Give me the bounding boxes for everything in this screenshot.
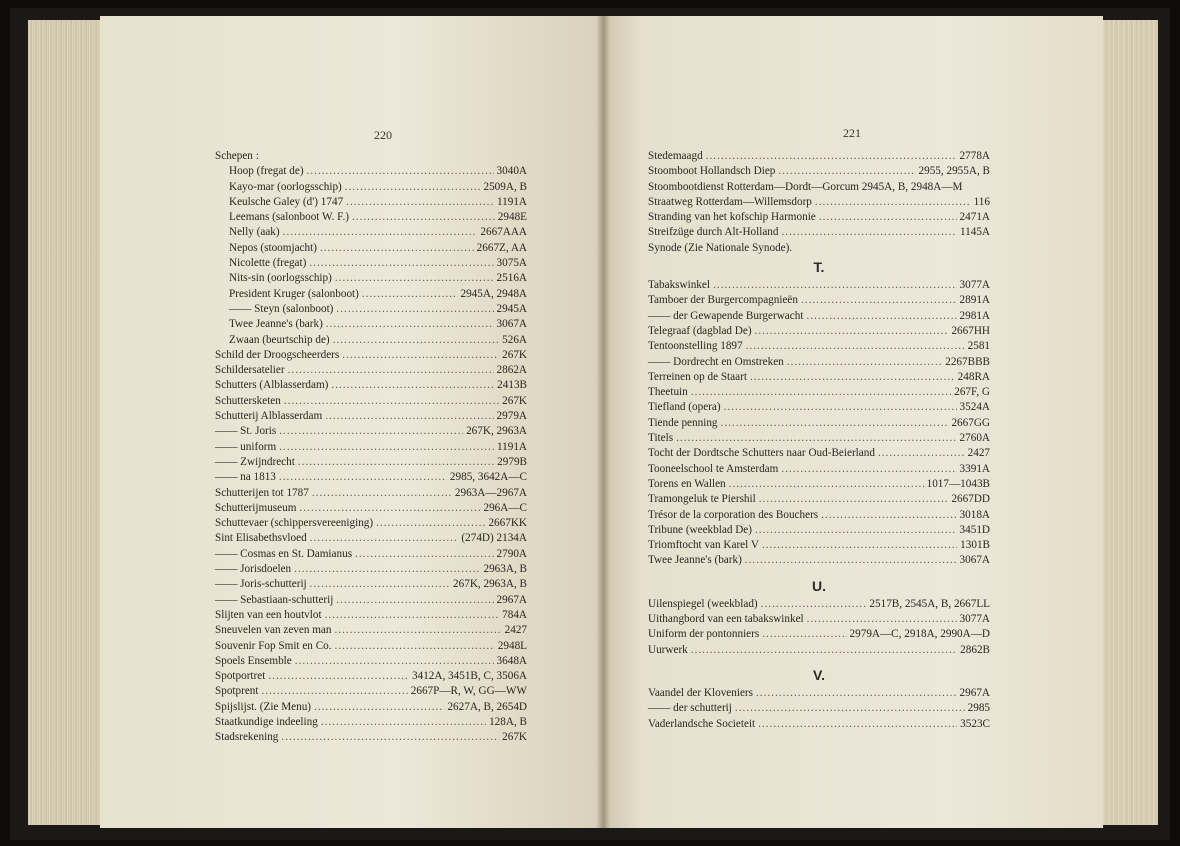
dot-leader <box>335 623 502 638</box>
dot-leader <box>762 627 846 642</box>
index-entry <box>648 446 990 461</box>
entry-term: Nits-sin (oorlogsschip) <box>229 272 332 285</box>
index-entry <box>215 195 527 210</box>
page-edges-right <box>1100 20 1158 825</box>
entry-reference: 2985, 3642A—C <box>449 471 527 484</box>
dot-leader <box>691 385 951 400</box>
entry-reference: 267K <box>502 731 527 744</box>
dot-leader <box>336 302 493 317</box>
index-entry <box>215 333 527 348</box>
index-entry <box>648 431 990 446</box>
dot-leader <box>335 639 495 654</box>
schepen-list <box>215 164 527 348</box>
dot-leader <box>755 523 957 538</box>
entry-reference: 3075A <box>496 257 527 270</box>
index-entry <box>215 715 527 730</box>
entry-reference: 2963A—2967A <box>454 486 527 499</box>
entry-term: Torens en Wallen <box>648 477 726 490</box>
dot-leader <box>352 210 495 225</box>
dot-leader <box>762 538 957 553</box>
index-entry <box>215 440 527 455</box>
entry-term: Tamboer der Burgercompagnieën <box>648 294 798 307</box>
entry-reference: 2790A <box>496 547 527 560</box>
entry-term: Schuttevaer (schippersvereeniging) <box>215 517 374 530</box>
dot-leader <box>320 241 474 256</box>
entry-reference: 3391A <box>959 462 990 475</box>
entry-reference: 1145A <box>959 226 990 239</box>
dot-leader <box>342 348 499 363</box>
entry-reference: 2985 <box>967 702 990 715</box>
entry-term: Tooneelschool te Amsterdam <box>648 462 779 475</box>
index-entry <box>648 492 990 507</box>
entry-reference: 267K, 2963A, B <box>453 578 527 591</box>
entry-term: Schutterijmuseum <box>215 501 297 514</box>
index-entry <box>215 700 527 715</box>
dot-leader <box>819 210 957 225</box>
entry-term: Streifzüge durch Alt-Holland <box>648 226 779 239</box>
entry-reference: 2667AAA <box>480 226 527 239</box>
entry-reference: 3412A, 3451B, C, 3506A <box>412 670 527 683</box>
index-entry <box>648 477 990 492</box>
index-entry <box>215 302 527 317</box>
entry-reference: 2979A—C, 2918A, 2990A—D <box>849 628 990 641</box>
entry-reference: 2945A, 2948A <box>460 287 527 300</box>
index-entry <box>648 195 990 210</box>
index-entry <box>648 180 990 195</box>
entry-term: Sneuvelen van zeven man <box>215 624 332 637</box>
index-entry <box>215 317 527 332</box>
index-entry <box>648 278 990 293</box>
entry-reference: 2862A <box>496 364 527 377</box>
entry-reference: 784A <box>502 608 527 621</box>
index-entry <box>215 409 527 424</box>
dot-leader <box>691 643 957 658</box>
index-entry <box>648 225 990 240</box>
entry-term: Schutterij Alblasserdam <box>215 410 323 423</box>
s-entries-list <box>648 149 990 256</box>
entry-reference: 1191A <box>496 440 527 453</box>
entry-term: Spoels Ensemble <box>215 654 292 667</box>
index-entry <box>215 164 527 179</box>
entry-reference: 1017—1043B <box>926 477 990 490</box>
dot-leader <box>729 477 924 492</box>
index-entry <box>648 324 990 339</box>
index-entry <box>215 516 527 531</box>
entry-term: Tramongeluk te Piershil <box>648 493 756 506</box>
index-entry <box>215 287 527 302</box>
index-entry <box>648 339 990 354</box>
entry-reference: 3524A <box>959 401 990 414</box>
entry-reference: 2667DD <box>951 493 990 506</box>
entry-term: Spotprent <box>215 685 259 698</box>
entry-term: Nepos (stoomjacht) <box>229 241 317 254</box>
entry-reference: 2509A, B <box>483 180 527 193</box>
index-entry <box>215 225 527 240</box>
dot-leader <box>355 547 493 562</box>
dot-leader <box>310 531 459 546</box>
dot-leader <box>821 508 956 523</box>
dot-leader <box>756 686 957 701</box>
dot-leader <box>781 462 956 477</box>
dot-leader <box>787 355 942 370</box>
entry-term: Stoombootdienst Rotterdam—Dordt—Gorcum 2945A, B, 2948A—M <box>648 180 963 193</box>
entry-term: Stoomboot Hollandsch Diep <box>648 165 776 178</box>
dot-leader <box>755 324 949 339</box>
section-letter-t: T. <box>813 259 825 276</box>
entry-term: Vaderlandsche Societeit <box>648 717 756 730</box>
entry-reference: 2945A <box>496 302 527 315</box>
entry-reference: 2627A, B, 2654D <box>447 700 527 713</box>
dot-leader <box>294 562 480 577</box>
entry-term: Stranding van het kofschip Harmonie <box>648 211 816 224</box>
entry-term: Stedemaagd <box>648 150 703 162</box>
entry-term: Synode (Zie Nationale Synode). <box>648 241 793 254</box>
entry-reference: 2862B <box>960 643 990 656</box>
index-entry <box>215 593 527 608</box>
dot-leader <box>745 553 957 568</box>
t-entries-list <box>648 278 990 569</box>
dot-leader <box>262 684 408 699</box>
dot-leader <box>326 317 494 332</box>
index-entry <box>215 547 527 562</box>
u-entries-list <box>648 597 990 658</box>
dot-leader <box>346 195 494 210</box>
entry-reference: 267K, 2963A <box>466 425 527 438</box>
index-entry <box>648 462 990 477</box>
dot-leader <box>724 400 957 415</box>
entry-term: Triomftocht van Karel V <box>648 539 759 552</box>
dot-leader <box>782 225 957 240</box>
dot-leader <box>878 446 965 461</box>
index-entry <box>215 608 527 623</box>
entry-term: Spotportret <box>215 670 266 683</box>
dot-leader <box>706 149 957 164</box>
dot-leader <box>279 440 494 455</box>
index-entry <box>648 523 990 538</box>
index-entry <box>648 538 990 553</box>
entry-reference: 2967A <box>496 593 527 606</box>
entry-term: Telegraaf (dagblad De) <box>648 324 752 337</box>
index-entry <box>648 210 990 225</box>
entry-term: Uniform der pontonniers <box>648 628 760 641</box>
index-entry <box>648 385 990 400</box>
entry-reference: 248RA <box>957 370 990 383</box>
index-entry <box>648 612 990 627</box>
entry-reference: 267K <box>502 348 527 361</box>
dot-leader <box>713 278 957 293</box>
dot-leader <box>759 492 949 507</box>
entry-term: President Kruger (salonboot) <box>229 287 359 300</box>
dot-leader <box>307 164 494 179</box>
entry-reference: 3648A <box>496 654 527 667</box>
dot-leader <box>295 654 494 669</box>
entry-reference: 526A <box>502 333 527 346</box>
entry-term: Sint Elisabethsvloed <box>215 532 307 545</box>
dot-leader <box>333 333 499 348</box>
dot-leader <box>676 431 956 446</box>
entry-term: Schildersatelier <box>215 364 285 377</box>
index-entry <box>215 394 527 409</box>
entry-term: Nelly (aak) <box>229 226 280 239</box>
entry-reference: 267F, G <box>954 386 990 399</box>
index-entry <box>648 508 990 523</box>
entry-term: Uilenspiegel (weekblad) <box>648 597 758 610</box>
dot-leader <box>321 715 486 730</box>
entry-term: Tentoonstelling 1897 <box>648 340 743 353</box>
dot-leader <box>325 608 500 623</box>
section-letter-u: U. <box>812 577 826 594</box>
dot-leader <box>801 293 957 308</box>
dot-leader <box>761 597 867 612</box>
index-entry <box>648 355 990 370</box>
index-entry <box>648 293 990 308</box>
entry-reference: 2581 <box>967 340 990 353</box>
dot-leader <box>750 370 955 385</box>
index-entry <box>648 164 990 179</box>
entry-term: —— Joris-schutterij <box>215 578 307 591</box>
entry-reference: 3067A <box>959 554 990 567</box>
entry-reference: 2979B <box>497 455 527 468</box>
dot-leader <box>314 700 444 715</box>
entry-reference: 3018A <box>959 508 990 521</box>
entry-term: Trésor de la corporation des Bouchers <box>648 508 819 521</box>
dot-leader <box>376 516 485 531</box>
entry-term: —— na 1813 <box>215 471 276 484</box>
dot-leader <box>746 339 965 354</box>
index-entry <box>648 717 990 732</box>
entry-term: Hoop (fregat de) <box>229 165 304 178</box>
entry-reference: 267K <box>502 394 527 407</box>
dot-leader <box>331 378 494 393</box>
entry-term: Schuttersketen <box>215 394 281 407</box>
index-entry <box>215 256 527 271</box>
entry-term: Leemans (salonboot W. F.) <box>229 211 349 224</box>
dot-leader <box>268 669 409 684</box>
entry-reference: 2948L <box>497 639 527 652</box>
entry-reference: 2981A <box>959 309 990 322</box>
entry-term: Vaandel der Kloveniers <box>648 686 753 699</box>
entry-term: Uithangbord van een tabakswinkel <box>648 613 804 626</box>
entry-reference: 3451D <box>959 523 990 536</box>
entry-term: Terreinen op de Staart <box>648 370 747 383</box>
index-entry <box>648 686 990 701</box>
index-entry <box>215 684 527 699</box>
entry-reference: 3040A <box>496 165 527 178</box>
index-entry <box>215 562 527 577</box>
index-entry <box>648 416 990 431</box>
entry-term: —— der Gewapende Burgerwacht <box>648 309 804 322</box>
index-entry <box>648 309 990 324</box>
dot-leader <box>279 424 463 439</box>
entry-term: Spijslijst. (Zie Menu) <box>215 700 312 713</box>
entry-reference: 3067A <box>496 318 527 331</box>
entry-term: Souvenir Fop Smit en Co. <box>215 639 332 652</box>
dot-leader <box>298 455 494 470</box>
index-entry <box>648 149 990 164</box>
entry-reference: 2778A <box>959 150 990 162</box>
page-edges-left <box>28 20 106 825</box>
dot-leader <box>284 394 499 409</box>
entry-reference: 296A—C <box>483 501 527 514</box>
dot-leader <box>807 612 957 627</box>
section-letter-v: V. <box>813 666 825 683</box>
entry-reference: 2967A <box>959 686 990 699</box>
entry-reference: 116 <box>973 195 990 208</box>
entry-reference: 3077A <box>959 279 990 292</box>
entry-reference: 2667Z, AA <box>476 241 527 254</box>
left-entries-list <box>215 348 527 746</box>
entry-term: Tribune (weekblad De) <box>648 523 752 536</box>
index-entry <box>215 271 527 286</box>
index-entry <box>215 470 527 485</box>
index-entry <box>215 639 527 654</box>
index-entry <box>648 701 990 716</box>
index-entry <box>215 455 527 470</box>
entry-term: Zwaan (beurtschip de) <box>229 333 330 346</box>
index-entry <box>215 378 527 393</box>
schepen-heading: Schepen : <box>215 150 259 162</box>
entry-term: Twee Jeanne's (bark) <box>648 554 742 567</box>
entry-reference: 2891A <box>959 294 990 307</box>
index-entry <box>215 486 527 501</box>
v-entries-list <box>648 686 990 732</box>
index-entry <box>215 730 527 745</box>
index-entry <box>215 623 527 638</box>
entry-reference: 1301B <box>960 539 990 552</box>
entry-term: Tocht der Dordtsche Schutters naar Oud-Beierland <box>648 447 875 460</box>
dot-leader <box>758 717 957 732</box>
entry-reference: 3077A <box>959 613 990 626</box>
dot-leader <box>281 730 499 745</box>
right-index-column <box>648 149 990 732</box>
entry-reference: 2427 <box>967 447 990 460</box>
dot-leader <box>345 180 481 195</box>
entry-reference: 2427 <box>504 624 527 637</box>
index-entry <box>215 577 527 592</box>
left-index-column <box>215 149 527 746</box>
entry-term: Stadsrekening <box>215 731 279 744</box>
dot-leader <box>735 701 965 716</box>
entry-term: Nicolette (fregat) <box>229 257 307 270</box>
entry-term: Keulsche Galey (d') 1747 <box>229 195 344 208</box>
dot-leader <box>310 577 450 592</box>
index-entry <box>215 424 527 439</box>
dot-leader <box>288 363 494 378</box>
entry-reference: 2667KK <box>488 517 527 530</box>
entry-term: Schutters (Alblasserdam) <box>215 379 329 392</box>
entry-term: Schild der Droogscheerders <box>215 348 340 361</box>
dot-leader <box>778 164 915 179</box>
entry-term: Theetuin <box>648 386 688 399</box>
dot-leader <box>283 225 478 240</box>
dot-leader <box>721 416 949 431</box>
entry-term: —— Jorisdoelen <box>215 563 292 576</box>
dot-leader <box>362 287 458 302</box>
entry-term: Tiende penning <box>648 416 718 429</box>
index-entry <box>215 669 527 684</box>
entry-term: Tiefland (opera) <box>648 401 721 414</box>
entry-term: —— Cosmas en St. Damianus <box>215 547 353 560</box>
entry-reference: 2955, 2955A, B <box>918 165 990 178</box>
entry-term: Staatkundige indeeling <box>215 715 318 728</box>
entry-reference: 2516A <box>496 272 527 285</box>
entry-reference: 3523C <box>960 717 990 730</box>
dot-leader <box>335 271 494 286</box>
entry-term: Titels <box>648 432 674 445</box>
index-entry <box>648 553 990 568</box>
entry-reference: (274D) 2134A <box>461 532 527 545</box>
index-entry <box>648 627 990 642</box>
entry-term: Schutterijen tot 1787 <box>215 486 309 499</box>
entry-reference: 2948E <box>497 211 527 224</box>
entry-term: Uurwerk <box>648 643 688 656</box>
left-page-number: 220 <box>374 128 392 142</box>
entry-term: —— Sebastiaan-schutterij <box>215 593 334 606</box>
dot-leader <box>815 195 971 210</box>
entry-reference: 1191A <box>496 195 527 208</box>
dot-leader <box>279 470 447 485</box>
index-entry <box>648 370 990 385</box>
index-entry <box>648 597 990 612</box>
entry-term: —— St. Joris <box>215 425 277 438</box>
entry-reference: 2267BBB <box>945 355 990 368</box>
entry-term: Slijten van een houtvlot <box>215 608 322 621</box>
entry-term: —— Steyn (salonboot) <box>229 302 334 315</box>
entry-reference: 2963A, B <box>483 563 527 576</box>
entry-term: Straatweg Rotterdam—Willemsdorp <box>648 195 812 208</box>
entry-term: Twee Jeanne's (bark) <box>229 318 323 331</box>
index-entry <box>215 348 527 363</box>
index-entry <box>215 654 527 669</box>
index-entry <box>215 531 527 546</box>
entry-reference: 2667P—R, W, GG—WW <box>410 685 527 698</box>
dot-leader <box>325 409 493 424</box>
entry-reference: 2517B, 2545A, B, 2667LL <box>869 597 990 610</box>
entry-term: —— uniform <box>215 440 277 453</box>
index-entry <box>648 643 990 658</box>
index-entry <box>215 363 527 378</box>
entry-term: —— Dordrecht en Omstreken <box>648 355 784 368</box>
entry-reference: 2760A <box>959 432 990 445</box>
entry-reference: 2667HH <box>951 324 990 337</box>
entry-reference: 2471A <box>959 211 990 224</box>
entry-reference: 128A, B <box>489 715 527 728</box>
dot-leader <box>806 309 956 324</box>
entry-term: Kayo-mar (oorlogsschip) <box>229 180 342 193</box>
dot-leader <box>299 501 480 516</box>
entry-reference: 2979A <box>496 410 527 423</box>
index-entry <box>215 241 527 256</box>
entry-reference: 2413B <box>497 379 527 392</box>
index-entry <box>648 241 990 256</box>
index-entry <box>648 400 990 415</box>
dot-leader <box>312 486 452 501</box>
right-page-number: 221 <box>843 126 861 140</box>
index-entry <box>215 501 527 516</box>
entry-term: —— der schutterij <box>648 702 732 715</box>
dot-leader <box>309 256 493 271</box>
entry-term: Tabakswinkel <box>648 279 710 292</box>
dot-leader <box>336 593 493 608</box>
entry-reference: 2667GG <box>951 416 990 429</box>
entry-term: —— Zwijndrecht <box>215 455 295 468</box>
book-gutter <box>596 16 610 828</box>
index-entry <box>215 180 527 195</box>
index-entry <box>215 210 527 225</box>
